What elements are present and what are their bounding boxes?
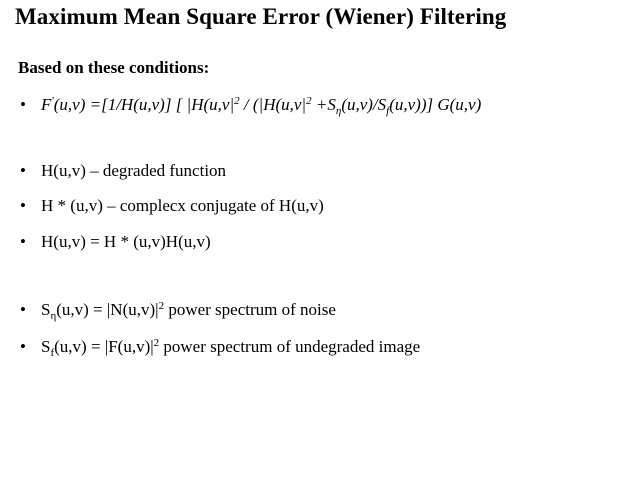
definition-degraded-function xyxy=(20,161,226,181)
bullet-dot: • xyxy=(20,337,26,356)
definition-signal-spectrum xyxy=(20,337,420,357)
definition-text: H(u,v) = H * (u,v)H(u,v) xyxy=(41,232,211,251)
definition-text: H * (u,v) – complecx conjugate of H(u,v) xyxy=(41,196,324,215)
bullet-dot: • xyxy=(20,232,26,251)
formula-text: F'(u,v) =[1/H(u,v)] [ $|H(u,v|^2 / (|H(u,v|^2 +S_\eta(u,v)/S_f(u,v))]$ G(u,v) xyxy=(41,95,482,117)
slide-title: Maximum Mean Square Error (Wiener) Filtering xyxy=(15,4,507,29)
definition-text: $S_f(u,v) = |F(u,v)|^2$ power spectrum of undegraded image xyxy=(41,337,421,359)
definition-complex-conjugate xyxy=(20,196,324,216)
slide-subtitle: Based on these conditions: xyxy=(18,58,210,77)
bullet-dot: • xyxy=(20,161,26,180)
bullet-dot: • xyxy=(20,300,26,319)
definition-noise-spectrum xyxy=(20,300,336,320)
bullet-dot: • xyxy=(20,196,26,215)
definition-text: $S_\eta(u,v) = |N(u,v)|^2$ power spectrum of noise xyxy=(41,300,336,322)
definition-product xyxy=(20,232,211,252)
definition-text: H(u,v) – degraded function xyxy=(41,161,227,180)
bullet-dot: • xyxy=(20,95,26,114)
wiener-formula xyxy=(20,95,481,115)
